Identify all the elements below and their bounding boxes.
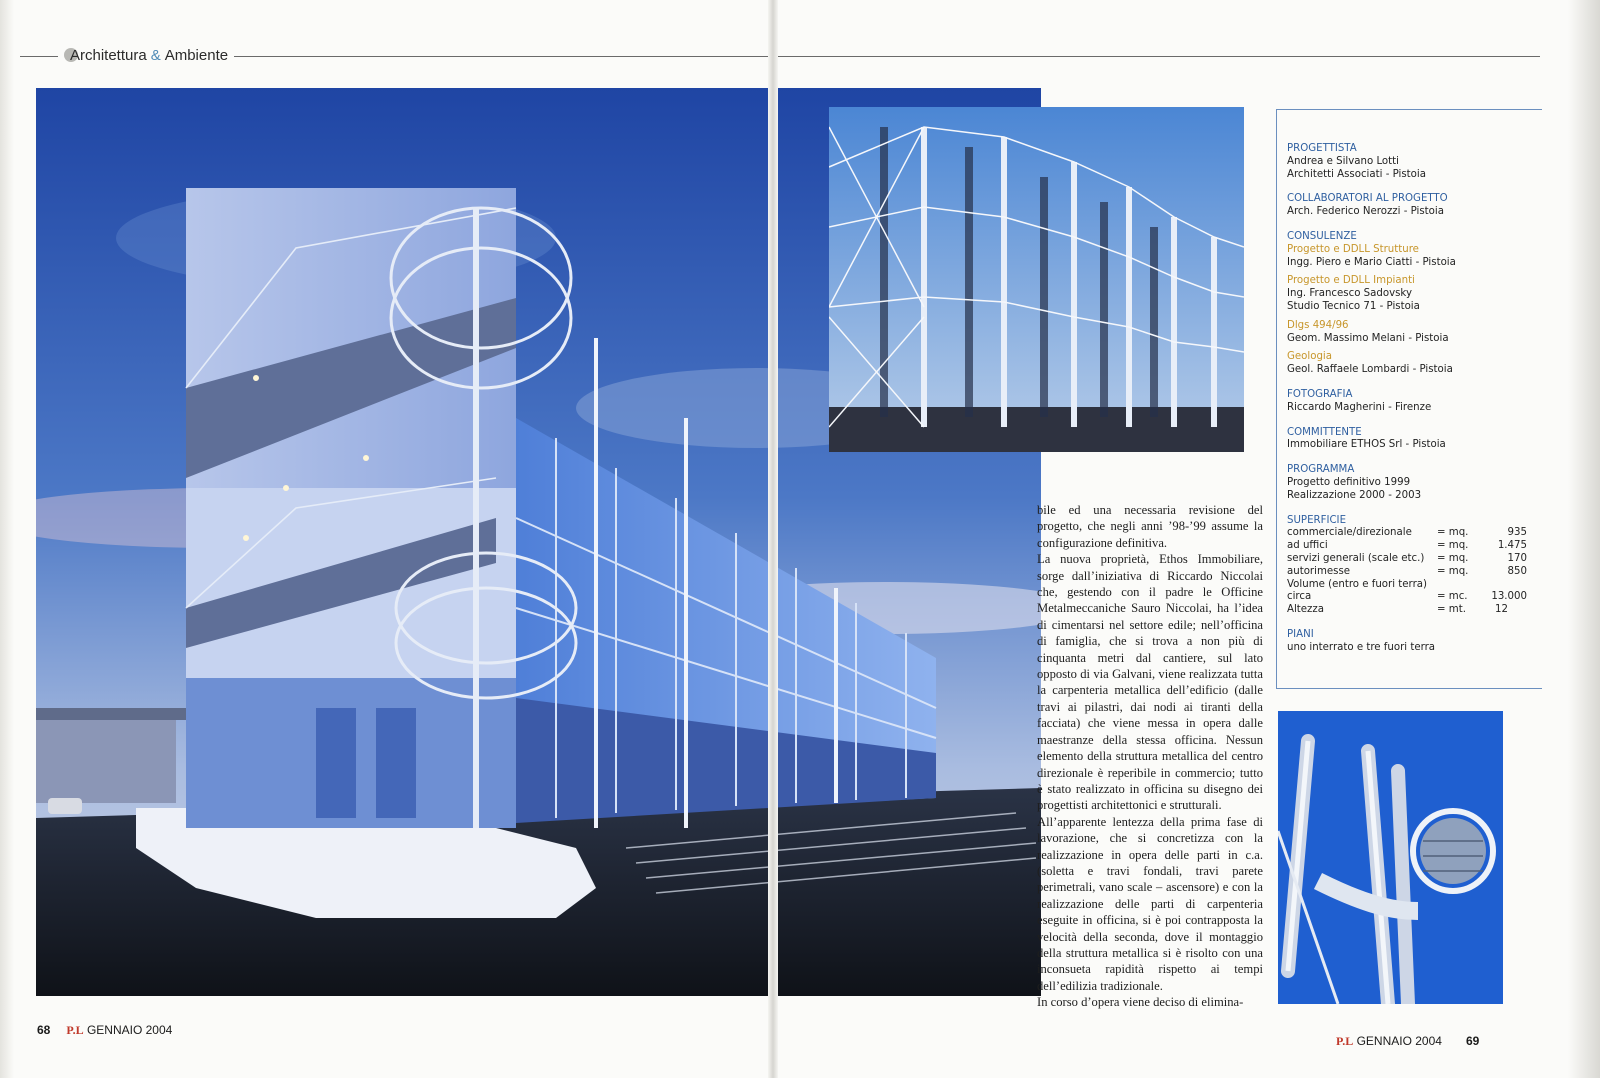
credits-line: Ingg. Piero e Mario Ciatti - Pistoia	[1287, 256, 1456, 268]
credits-collaboratori	[1287, 193, 1527, 219]
credits-subheading: Progetto e DDLL Impianti	[1287, 275, 1415, 287]
page-edge-left	[0, 0, 14, 1078]
superficie-value: 935	[1507, 527, 1527, 539]
credits-progettista	[1287, 143, 1527, 181]
footer-left	[37, 1023, 172, 1038]
credits-heading: FOTOGRAFIA	[1287, 388, 1353, 400]
credits-subheading: Geologia	[1287, 351, 1332, 363]
superficie-value: 13.000	[1491, 591, 1527, 603]
credits-fotografia	[1287, 389, 1527, 415]
credits-heading: PROGRAMMA	[1287, 464, 1355, 476]
superficie-unit: = mq.	[1437, 527, 1469, 539]
credits-heading: PIANI	[1287, 628, 1314, 640]
brand-logo-left: P.L	[66, 1023, 84, 1037]
credits-line: Geom. Massimo Melani - Pistoia	[1287, 332, 1449, 344]
section-name-ambiente: Ambiente	[164, 46, 229, 64]
facade-detail-photo	[829, 107, 1244, 452]
superficie-unit: = mq.	[1437, 552, 1469, 564]
credits-heading: SUPERFICIE	[1287, 514, 1347, 526]
section-name-architettura: Architettura	[70, 46, 147, 64]
superficie-row	[1287, 604, 1527, 617]
article-paragraph-4: In corso d’opera viene deciso di elimina-	[1037, 995, 1244, 1010]
superficie-label: commerciale/direzionale	[1287, 527, 1412, 539]
superficie-label: servizi generali (scale etc.)	[1287, 552, 1425, 564]
superficie-row	[1287, 566, 1527, 579]
page-edge-right	[1560, 0, 1600, 1078]
credits-line: Geol. Raffaele Lombardi - Pistoia	[1287, 364, 1453, 376]
section-header	[58, 44, 234, 66]
superficie-unit: = mc.	[1437, 591, 1468, 603]
section-ampersand: &	[150, 46, 161, 64]
credits-line: Realizzazione 2000 - 2003	[1287, 489, 1422, 501]
superficie-label: Altezza	[1287, 604, 1324, 616]
credits-heading: CONSULENZE	[1287, 230, 1357, 242]
superficie-row	[1287, 591, 1527, 604]
superficie-unit: = mq.	[1437, 540, 1469, 552]
article-paragraph-1: bile ed una necessaria revisione del progetto, che negli anni ’98-’99 assume la configurazione definitiva.	[1037, 503, 1263, 550]
superficie-row	[1287, 527, 1527, 540]
superficie-row	[1287, 579, 1527, 592]
credits-line: Studio Tecnico 71 - Pistoia	[1287, 300, 1420, 312]
credits-line: Ing. Francesco Sadovsky	[1287, 288, 1412, 300]
article-paragraph-2: La nuova proprietà, Ethos Immobiliare, sorge dall’iniziativa di Riccardo Niccolai che, gestendo con il padre le Officine Metalmeccaniche Sauro Niccolai, ha l’idea di cimentarsi nel settore edile; nell’officina di famiglia, che si trova a non più di cinquanta metri dal cantiere, sul lato opposto di via Galvani, viene realizzata tutta la carpenteria metallica dell’edificio (dalle travi ai pilastri, dai nodi ai tiranti della facciata) che viene messa in opera dalle maestranze della stessa officina. Nessun elemento della struttura metallica del centro direzionale è reperibile in commercio; tutto è stato realizzato in officina su disegno dei progettisti architettonici e strutturali.	[1037, 552, 1263, 813]
brand-logo-right: P.L	[1336, 1034, 1354, 1048]
credits-programma	[1287, 464, 1527, 502]
superficie-value: 170	[1507, 552, 1527, 564]
credits-line: uno interrato e tre fuori terra	[1287, 641, 1436, 653]
credits-superficie	[1287, 515, 1527, 617]
superficie-label: Volume (entro e fuori terra)	[1287, 578, 1427, 590]
superficie-row	[1287, 553, 1527, 566]
project-credits	[1287, 143, 1527, 667]
credits-heading: PROGETTISTA	[1287, 143, 1357, 154]
tower-detail-photo	[1278, 711, 1503, 1004]
page-number-left: 68	[37, 1023, 51, 1037]
issue-date-left: GENNAIO 2004	[86, 1023, 173, 1037]
superficie-unit: = mt.	[1437, 604, 1466, 616]
issue-date-right: GENNAIO 2004	[1356, 1034, 1442, 1048]
credits-line: Andrea e Silvano Lotti	[1287, 155, 1399, 167]
credits-subheading: Progetto e DDLL Strutture	[1287, 243, 1419, 255]
footer-right	[1336, 1034, 1479, 1049]
credits-line: Riccardo Magherini - Firenze	[1287, 401, 1432, 413]
credits-consulenze	[1287, 231, 1527, 377]
superficie-label: circa	[1287, 591, 1312, 603]
superficie-label: autorimesse	[1287, 565, 1351, 577]
credits-committente	[1287, 427, 1527, 453]
spread-gutter	[768, 0, 778, 1078]
superficie-value: 1.475	[1497, 540, 1527, 552]
credits-piani	[1287, 629, 1527, 655]
credits-line: Immobiliare ETHOS Srl - Pistoia	[1287, 439, 1446, 451]
superficie-row	[1287, 540, 1527, 553]
superficie-label: ad uffici	[1287, 540, 1328, 552]
credits-heading: COLLABORATORI AL PROGETTO	[1287, 193, 1448, 205]
credits-line: Architetti Associati - Pistoia	[1287, 168, 1426, 180]
page-number-right: 69	[1465, 1034, 1480, 1048]
credits-line: Progetto definitivo 1999	[1287, 476, 1411, 488]
header-rule	[20, 56, 1540, 57]
superficie-value: 850	[1507, 565, 1527, 577]
article-paragraph-3: All’apparente lentezza della prima fase di lavorazione, che si concretizza con la realizzazione in opera delle parti in c.a. (soletta e travi fondali, travi parete perimetrali, vano scale – ascensore) e con la realizzazione delle parti di carpenteria eseguite in officina, si è poi contrapposta la velocità della seconda, dove il montaggio della struttura metallica si è risolto con una inconsueta rapidità rispetto ai tempi dell’edilizia tradizionale.	[1037, 814, 1263, 993]
superficie-unit: = mq.	[1437, 565, 1469, 577]
article-body	[1037, 502, 1263, 1011]
credits-heading: COMMITTENTE	[1287, 426, 1362, 438]
superficie-value: 12	[1495, 604, 1508, 616]
credits-line: Arch. Federico Nerozzi - Pistoia	[1287, 206, 1444, 218]
credits-subheading: Dlgs 494/96	[1287, 319, 1349, 331]
